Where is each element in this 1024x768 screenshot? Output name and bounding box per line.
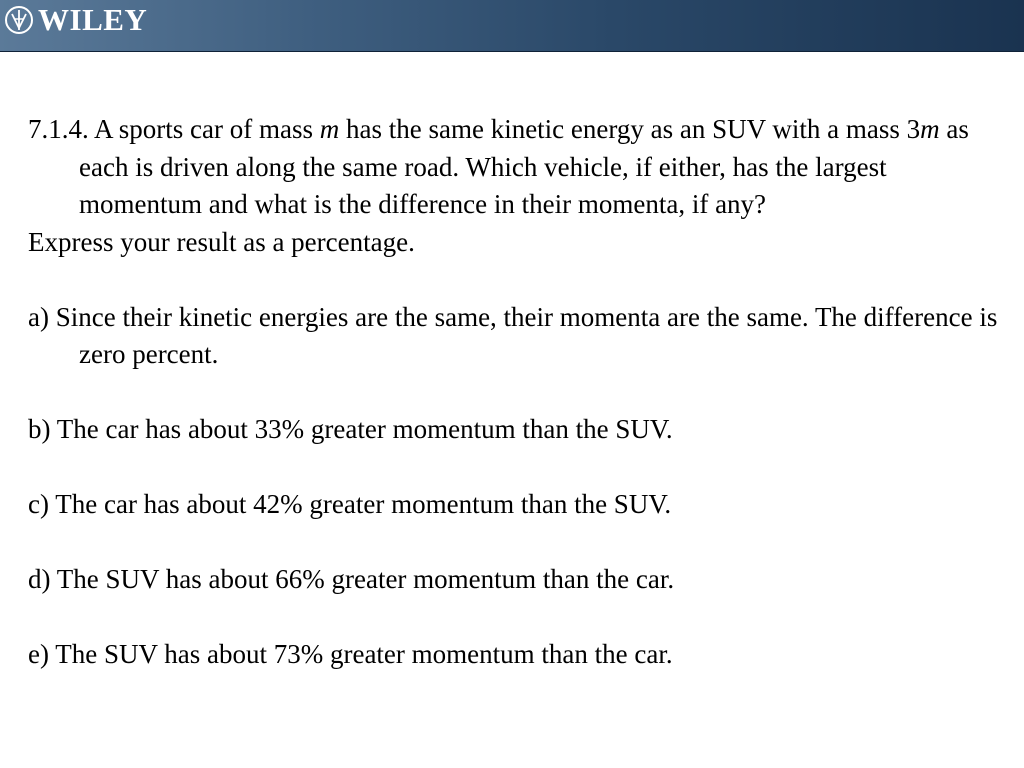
option-letter: c) — [28, 489, 49, 519]
wiley-emblem-icon — [4, 5, 34, 35]
question-content — [28, 111, 1003, 674]
option-text: The car has about 33% greater momentum than the SUV. — [56, 414, 673, 444]
wiley-logo — [4, 3, 147, 37]
variable-m: m — [319, 114, 340, 144]
option-letter: b) — [28, 414, 51, 444]
logo-text: WILEY — [38, 2, 148, 37]
option-text: The SUV has about 73% greater momentum than the car. — [55, 639, 673, 669]
option-letter: a) — [28, 301, 49, 332]
option-text: The SUV has about 66% greater momentum than the car. — [56, 564, 675, 594]
option-e — [28, 636, 1003, 674]
question-stem: 7.1.4. A sports car of mass m has the same kinetic energy as an SUV with a mass 3m as each is driven along the same road. Which vehicle, if either, has the largest momentum and what is the difference in their momenta, if any? — [28, 114, 969, 219]
question-number: 7.1.4. — [28, 114, 89, 144]
variable-m: m — [920, 114, 940, 144]
option-c — [28, 486, 1003, 524]
option-letter: d) — [28, 564, 51, 594]
option-b — [28, 411, 1003, 449]
option-text: Since their kinetic energies are the same, their momenta are the same. The difference is zero percent. — [55, 301, 998, 369]
question-instruction: Express your result as a percentage. — [28, 226, 415, 257]
option-letter: e) — [28, 639, 49, 669]
option-a — [28, 299, 1003, 374]
header-banner — [0, 0, 1024, 52]
option-d — [28, 561, 1003, 599]
option-text: The car has about 42% greater momentum than the SUV. — [55, 489, 672, 519]
